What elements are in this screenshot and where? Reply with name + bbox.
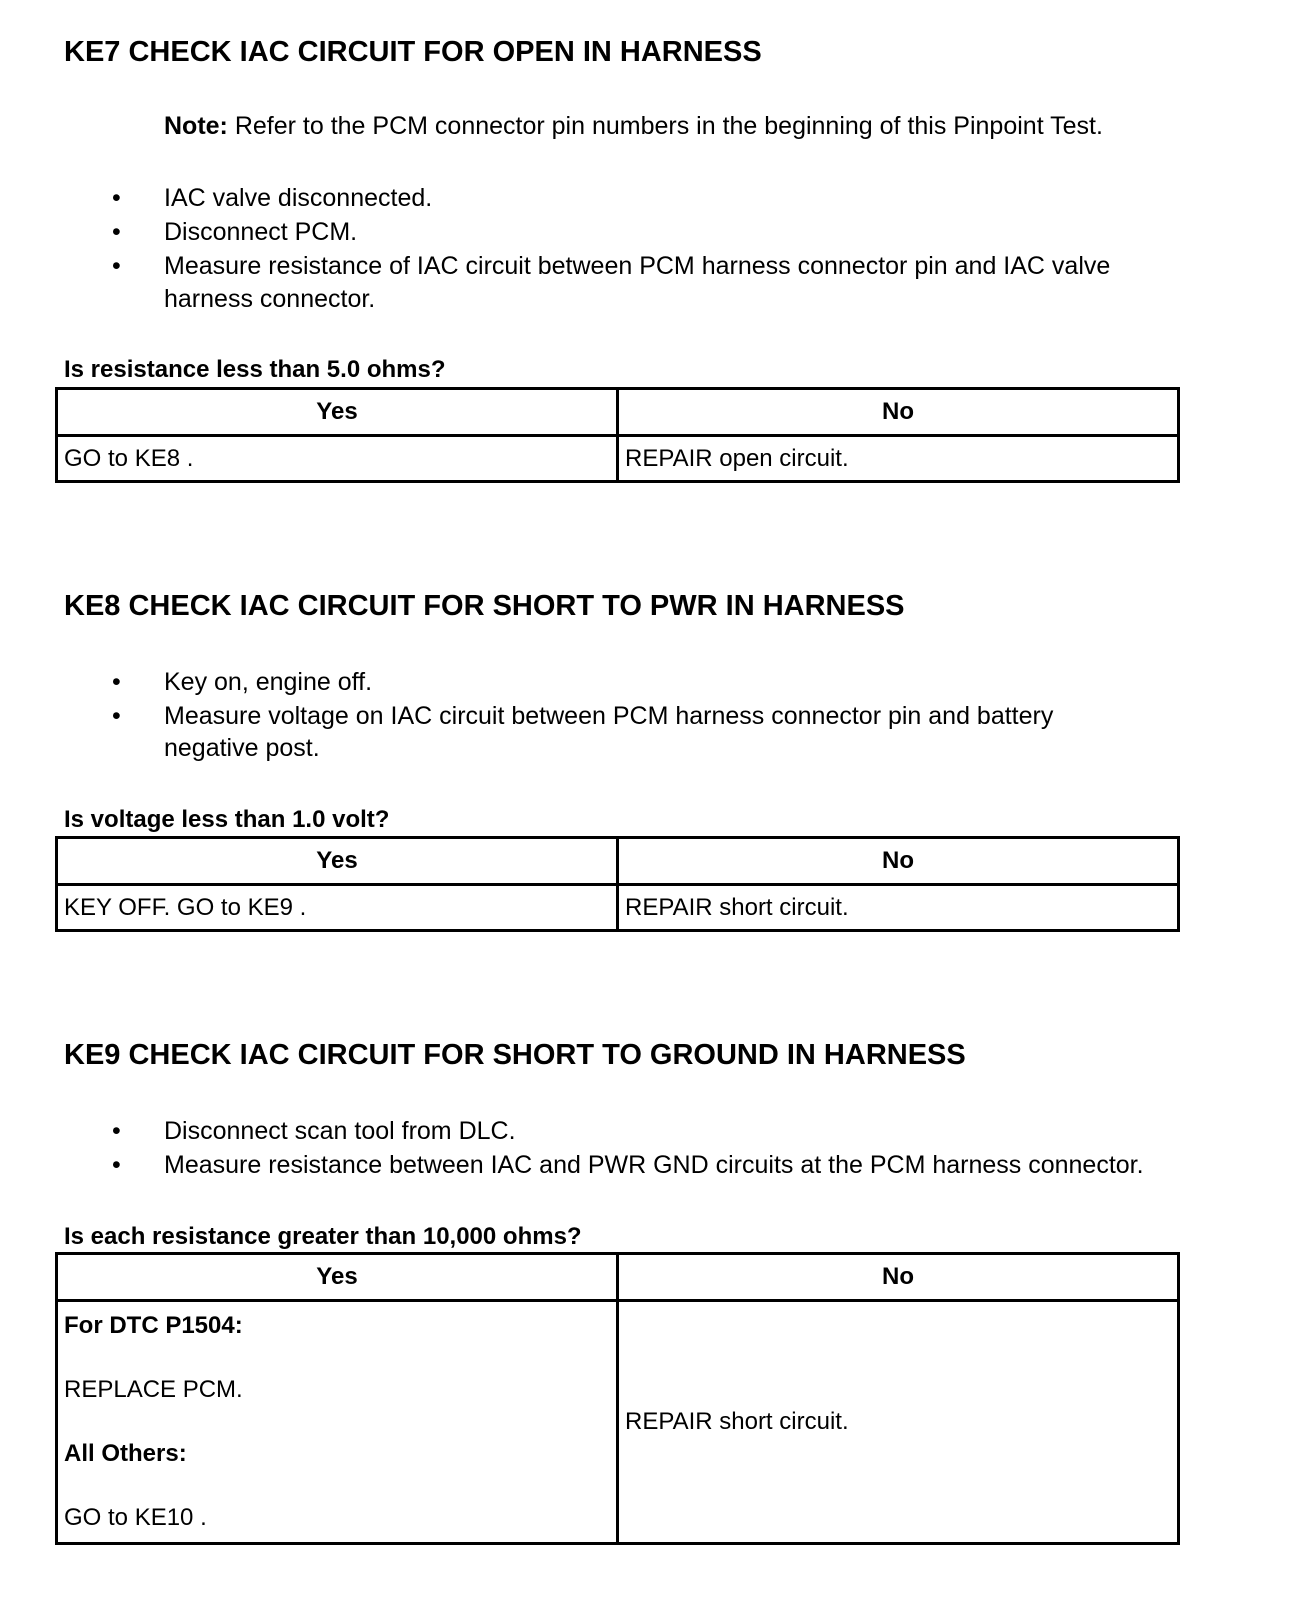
action: GO to KE10 . [64,1504,207,1531]
note [164,112,1103,141]
bullet-icon: • [112,702,121,730]
yes-header: Yes [57,838,618,885]
step-continuation: negative post. [164,734,320,762]
question: Is voltage less than 1.0 volt? [64,806,390,833]
bullet-icon: • [112,218,121,246]
no-header: No [618,838,1179,885]
question: Is resistance less than 5.0 ohms? [64,356,446,383]
yes-action: KEY OFF. GO to KE9 . [57,885,618,931]
section-title-ke9: KE9 CHECK IAC CIRCUIT FOR SHORT TO GROUND IN HARNESS [64,1039,966,1071]
result-table-ke9 [55,1252,1180,1545]
section-title-ke7: KE7 CHECK IAC CIRCUIT FOR OPEN IN HARNESS [64,36,762,68]
result-table-ke8 [55,836,1180,932]
note-text: Refer to the PCM connector pin numbers in the beginning of this Pinpoint Test. [227,112,1103,140]
condition-label: For DTC P1504: [64,1312,243,1339]
no-header: No [618,389,1179,436]
yes-action: GO to KE8 . [57,436,618,482]
step: Measure resistance between IAC and PWR GND circuits at the PCM harness connector. [164,1151,1144,1179]
step: Disconnect PCM. [164,218,358,246]
section-title-ke8: KE8 CHECK IAC CIRCUIT FOR SHORT TO PWR IN HARNESS [64,590,905,622]
bullet-icon: • [112,668,121,696]
step: Measure resistance of IAC circuit between PCM harness connector pin and IAC valve [164,252,1111,280]
bullet-icon: • [112,252,121,280]
yes-header: Yes [57,1254,618,1301]
action: REPLACE PCM. [64,1376,243,1403]
step: Key on, engine off. [164,668,373,696]
bullet-icon: • [112,184,121,212]
note-label: Note: [164,112,228,140]
step: Measure voltage on IAC circuit between PCM harness connector pin and battery [164,702,1054,730]
condition-label: All Others: [64,1440,187,1467]
yes-action [57,1301,618,1544]
result-table-ke7 [55,387,1180,483]
no-action: REPAIR open circuit. [618,436,1179,482]
no-header: No [618,1254,1179,1301]
bullet-icon: • [112,1117,121,1145]
no-action: REPAIR short circuit. [618,1301,1179,1544]
step: IAC valve disconnected. [164,184,433,212]
no-action: REPAIR short circuit. [618,885,1179,931]
step: Disconnect scan tool from DLC. [164,1117,516,1145]
step-continuation: harness connector. [164,285,376,313]
bullet-icon: • [112,1151,121,1179]
question: Is each resistance greater than 10,000 ohms? [64,1223,582,1250]
yes-header: Yes [57,389,618,436]
